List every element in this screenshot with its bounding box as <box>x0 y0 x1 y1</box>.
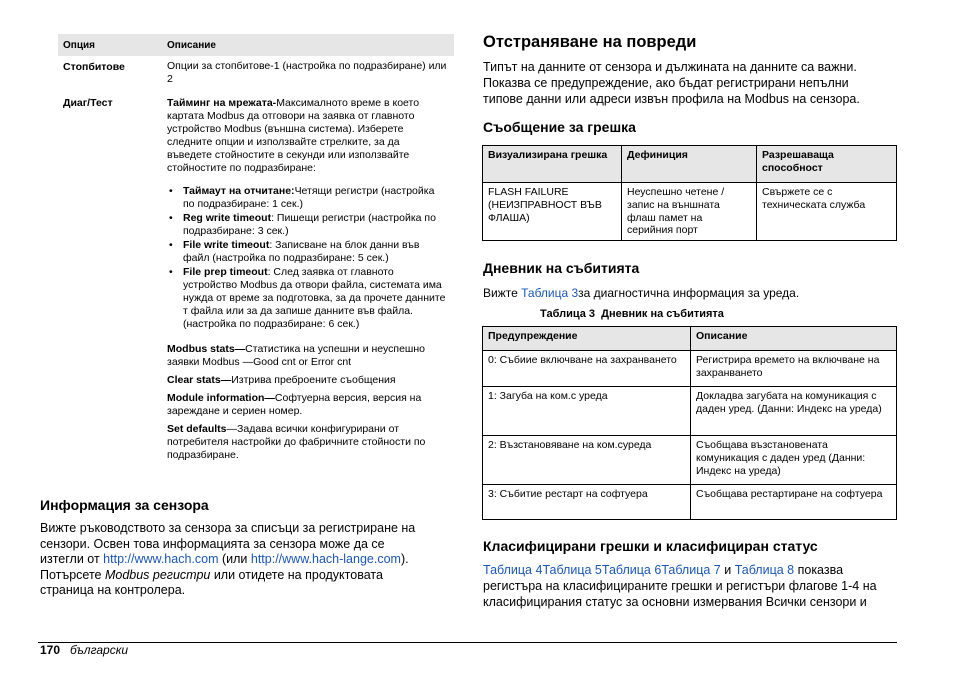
timing-text: Максималното време в което картата Modbus да отговори на заявка от главното устройство Modbus (външна система). Изберете следните опции и използвайте стрелките, за да въведете стойностите в секунди или използвайте стойностите по подразбиране: <box>167 97 420 174</box>
extra-text: Софтуерна версия, версия на зареждане и сериен номер. <box>167 392 422 417</box>
sensor-info-text: Вижте ръководството за сензора за списъци за регистриране на сензори. Освен това информацията за сензора може да се изтегли от <box>40 521 416 566</box>
table-row <box>483 146 897 183</box>
table-cell: Съобщава рестартиране на софтуера <box>691 485 897 520</box>
sensor-info-italic: Modbus регистри <box>104 567 211 582</box>
table-cell: Съобщава възстановената комуникация с даден уред (Данни: Индекс на уреда) <box>691 436 897 485</box>
event-log-text-pre: Вижте <box>483 286 522 300</box>
list-item <box>183 212 447 238</box>
table-row <box>483 436 897 485</box>
modbus-stats <box>167 343 447 369</box>
extra-text: Изтрива преброените съобщения <box>231 374 396 386</box>
event-log-title: Дневник на събитията <box>483 260 640 276</box>
classified-and: и <box>720 563 735 577</box>
event-log-table <box>482 326 897 520</box>
resolution-col-header: Разрешаваща способност <box>757 146 897 183</box>
option-diag-test-description <box>167 97 447 467</box>
sensor-info-text: ). Потърсете <box>40 552 409 582</box>
set-defaults <box>167 423 447 462</box>
bullet-bold: File write timeout <box>183 239 270 251</box>
bullet-bold: Reg write timeout <box>183 212 272 224</box>
page-number: 170 <box>40 643 61 657</box>
footer-language: български <box>70 643 129 657</box>
hach-lange-link[interactable]: http://www.hach-lange.com <box>250 552 401 566</box>
table-cell: 3: Събитие рестарт на софтуера <box>483 485 691 520</box>
list-item <box>183 266 447 331</box>
hach-link[interactable]: http://www.hach.com <box>103 552 219 566</box>
table-cell: Регистрира времето на включване на захранването <box>691 351 897 387</box>
table-cell: FLASH FAILURE (НЕИЗПРАВНОСТ ВЪВ ФЛАША) <box>483 183 622 241</box>
classified-text: показва регистъра на класифицираните грешки и регистъри флагове 1-4 на класифицирания статус за основни измервания Всички сензори и <box>483 563 877 609</box>
table-cell: 2: Възстановяване на ком.суреда <box>483 436 691 485</box>
table-6-link[interactable]: Таблица 6 <box>601 563 662 577</box>
options-header-description: Описание <box>167 40 216 51</box>
extra-bold: Module information— <box>167 392 275 404</box>
definition-col-header: Дефиниция <box>622 146 757 183</box>
error-message-table <box>482 145 897 241</box>
error-message-title: Съобщение за грешка <box>483 119 636 135</box>
table-cell: Неуспешно четене / запис на външната флаш памет на серийния порт <box>622 183 757 241</box>
timing-bold: Тайминг на мрежата- <box>167 97 277 109</box>
event-log-text <box>483 286 799 302</box>
table-3-caption: Таблица 3 Дневник на събитията <box>540 308 724 320</box>
table-row <box>483 351 897 387</box>
bullet-text: : Записване на блок данни във файл (настройка по подразбиране: 5 сек.) <box>183 239 420 264</box>
timing-paragraph <box>167 97 447 175</box>
module-information <box>167 392 447 418</box>
sensor-info-title: Информация за сензора <box>40 497 209 513</box>
footer-rule <box>38 642 897 643</box>
extra-text: —Задава всички конфигурирани от потребителя настройки до фабричните стойности по подразбиране. <box>167 423 426 461</box>
description-col-header: Описание <box>691 327 897 351</box>
option-stopbits: Стопбитове <box>63 61 125 73</box>
table-row <box>483 485 897 520</box>
table-row <box>483 183 897 241</box>
warning-col-header: Предупреждение <box>483 327 691 351</box>
table-4-link[interactable]: Таблица 4 <box>483 563 543 577</box>
table-row <box>483 387 897 436</box>
table-cell: 1: Загуба на ком.с уреда <box>483 387 691 436</box>
error-col-header: Визуализирана грешка <box>483 146 622 183</box>
table-7-link[interactable]: Таблица 7 <box>661 563 721 577</box>
extra-bold: Set defaults <box>167 423 227 435</box>
troubleshoot-intro: Типът на данните от сензора и дължината на данните са важни. Показва се предупреждение, ако бъдат регистрирани непълни типове данни или адреси извън профила на Modbus на сензора. <box>483 60 860 106</box>
table-cell: 0: Събиие включване на захранването <box>483 351 691 387</box>
options-header-bar <box>58 34 454 56</box>
table-3-link[interactable]: Таблица 3 <box>521 286 579 300</box>
table-5-link[interactable]: Таблица 5 <box>542 563 602 577</box>
list-item <box>183 239 447 265</box>
extra-bold: Modbus stats— <box>167 343 246 355</box>
bullet-text: Четящи регистри (настройка по подразбиране: 1 сек.) <box>183 185 435 210</box>
bullet-text: : След заявка от главното устройство Modbus да отвори файла, системата има нужда от време за подготовка, за да прочете данните т файла или за да запише данните във файла. (настройка по подразбиране: 6 сек.) <box>183 266 446 330</box>
table-cell: Докладва загубата на комуникация с даден уред. (Данни: Индекс на уреда) <box>691 387 897 436</box>
extra-bold: Clear stats— <box>167 374 232 386</box>
list-item <box>183 185 447 211</box>
sensor-info-text: (или <box>218 552 251 566</box>
event-log-text-post: за диагностична информация за уреда. <box>578 286 800 300</box>
classified-paragraph <box>483 562 888 610</box>
table-row <box>483 327 897 351</box>
table-cell: Свържете се с техническата служба <box>757 183 897 241</box>
troubleshoot-title: Отстраняване на повреди <box>483 33 697 51</box>
clear-stats <box>167 374 447 387</box>
sensor-info-text: или отидете на продуктовата страница на контролера. <box>40 567 383 597</box>
classified-title: Класифицирани грешки и класифициран статус <box>483 538 818 554</box>
bullet-bold: File prep timeout <box>183 266 268 278</box>
table-8-link[interactable]: Таблица 8 <box>734 563 795 577</box>
options-header-option: Опция <box>63 40 95 51</box>
sensor-info-paragraph <box>40 521 418 599</box>
bullet-bold: Таймаут на отчитане: <box>183 185 295 197</box>
option-diag-test: Диаг/Тест <box>63 97 113 109</box>
bullet-text: : Пишещи регистри (настройка по подразбиране: 3 сек.) <box>183 212 436 237</box>
extra-text: Статистика на успешни и неуспешно заявки Modbus —Good cnt or Error cnt <box>167 343 425 368</box>
option-stopbits-description: Опции за стопбитове-1 (настройка по подразбиране) или 2 <box>167 60 447 85</box>
